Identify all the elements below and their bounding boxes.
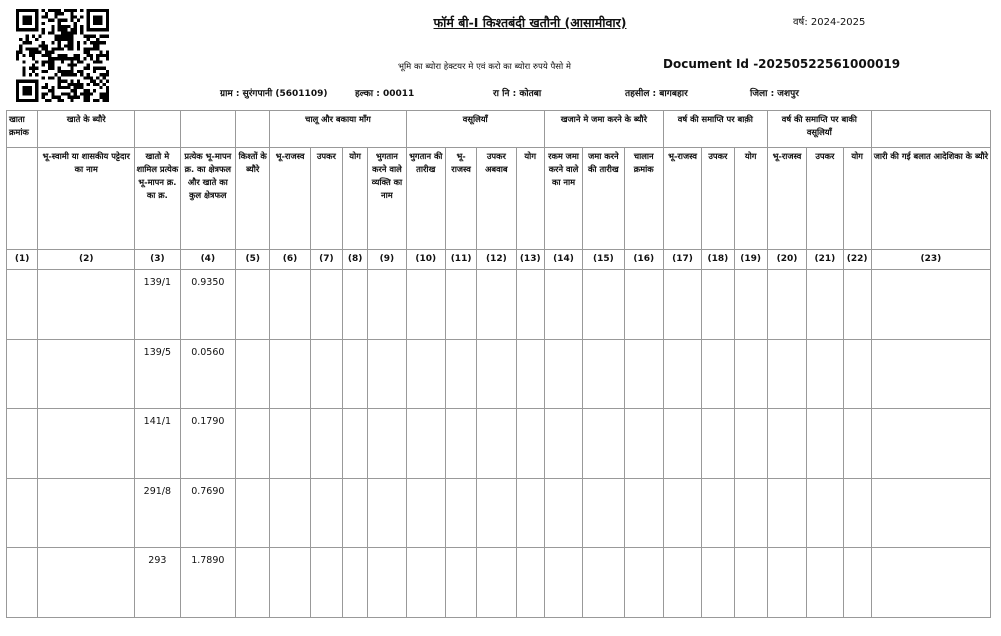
- column-header: खातो मे शामिल प्रत्येक भू-मापन क्र. का क्र.: [135, 148, 180, 250]
- empty-cell: [343, 339, 368, 409]
- empty-cell: [871, 478, 990, 548]
- empty-cell: [38, 270, 135, 340]
- empty-cell: [583, 339, 624, 409]
- column-header: उपकर अबवाब: [477, 148, 516, 250]
- empty-cell: [310, 270, 342, 340]
- khasra-number: 139/5: [135, 339, 180, 409]
- form-title: फॉर्म बी-I किश्तबंदी खतौनी (आसामीवार): [433, 15, 627, 30]
- empty-cell: [343, 478, 368, 548]
- khasra-number: 139/1: [135, 270, 180, 340]
- empty-cell: [406, 339, 445, 409]
- column-number: (3): [135, 250, 180, 270]
- area-value: 0.7690: [180, 478, 236, 548]
- column-header: भू-राजस्व: [663, 148, 701, 250]
- column-number: (12): [477, 250, 516, 270]
- header-chalu-bakaya: चालू और बकाया मॉंग: [270, 111, 406, 148]
- empty-cell: [236, 270, 270, 340]
- empty-cell: [445, 548, 476, 618]
- empty-cell: [807, 339, 843, 409]
- empty-cell: [544, 548, 582, 618]
- empty-cell: [624, 339, 663, 409]
- empty-cell: [516, 270, 544, 340]
- empty-cell: [702, 548, 734, 618]
- empty-cell: [624, 409, 663, 479]
- empty-cell: [807, 548, 843, 618]
- gram-info: ग्राम : सुरंगपानी (5601109): [220, 89, 328, 99]
- empty-cell: [406, 478, 445, 548]
- empty-cell: [871, 409, 990, 479]
- empty-cell: [702, 478, 734, 548]
- empty-cell: [843, 270, 871, 340]
- column-number: (2): [38, 250, 135, 270]
- empty-cell: [445, 270, 476, 340]
- empty-cell: [38, 339, 135, 409]
- empty-cell: [270, 339, 310, 409]
- empty-cell: [767, 548, 806, 618]
- table-row: [7, 478, 991, 548]
- column-number: (13): [516, 250, 544, 270]
- empty-cell: [406, 270, 445, 340]
- empty-cell: [624, 478, 663, 548]
- empty-cell: [445, 478, 476, 548]
- empty-cell: [477, 478, 516, 548]
- column-header: भू-राजस्व: [445, 148, 476, 250]
- column-header: रकम जमा करने वाले का नाम: [544, 148, 582, 250]
- column-header: जारी की गई बलात आदेशिका के ब्यौरे: [871, 148, 990, 250]
- empty-cell: [624, 548, 663, 618]
- empty-cell: [270, 270, 310, 340]
- year-label: वर्ष: 2024-2025: [793, 17, 866, 28]
- column-number: (22): [843, 250, 871, 270]
- empty-cell: [843, 478, 871, 548]
- header-varsh-baki: वर्ष की समाप्ति पर बाक़ी: [663, 111, 767, 148]
- column-number: (11): [445, 250, 476, 270]
- empty-cell: [343, 548, 368, 618]
- empty-cell: [516, 548, 544, 618]
- empty-cell: [734, 478, 767, 548]
- empty-cell: [7, 548, 38, 618]
- empty-cell: [477, 270, 516, 340]
- khatauni-table: [6, 110, 991, 618]
- empty-cell: [236, 478, 270, 548]
- empty-cell: [734, 339, 767, 409]
- empty-cell: [38, 409, 135, 479]
- column-number: (8): [343, 250, 368, 270]
- column-header: किश्तों के ब्यौरे: [236, 148, 270, 250]
- empty-cell: [544, 270, 582, 340]
- empty-cell: [516, 478, 544, 548]
- empty-cell: [310, 409, 342, 479]
- column-header: भू-राजस्व: [767, 148, 806, 250]
- empty-cell: [663, 409, 701, 479]
- header-blank: [236, 111, 270, 148]
- column-number: (14): [544, 250, 582, 270]
- empty-cell: [767, 339, 806, 409]
- column-number: (16): [624, 250, 663, 270]
- column-header: योग: [516, 148, 544, 250]
- header-vasuliyan: वसूलियॉं: [406, 111, 544, 148]
- area-value: 0.0560: [180, 339, 236, 409]
- column-number: (1): [7, 250, 38, 270]
- column-header: उपकर: [702, 148, 734, 250]
- column-number-row: [7, 250, 991, 270]
- khasra-number: 293: [135, 548, 180, 618]
- empty-cell: [843, 409, 871, 479]
- empty-cell: [544, 339, 582, 409]
- header-blank: [135, 111, 180, 148]
- empty-cell: [7, 409, 38, 479]
- header-khate-ke-byore: खाते के ब्यौरे: [38, 111, 135, 148]
- column-number: (17): [663, 250, 701, 270]
- empty-cell: [236, 339, 270, 409]
- column-header: चालान क्रमांक: [624, 148, 663, 250]
- units-note: भूमि का ब्योरा हेक्टयर मे एवं करो का ब्योरा रुपये पैसो मे: [398, 62, 572, 72]
- empty-cell: [477, 548, 516, 618]
- khasra-number: 141/1: [135, 409, 180, 479]
- empty-cell: [270, 478, 310, 548]
- column-header: उपकर: [807, 148, 843, 250]
- header-blank: [871, 111, 990, 148]
- tehsil-info: तहसील : बागबहार: [625, 89, 688, 99]
- empty-cell: [663, 478, 701, 548]
- empty-cell: [368, 339, 406, 409]
- empty-cell: [310, 548, 342, 618]
- empty-cell: [270, 409, 310, 479]
- column-header: जमा करने की तारीख: [583, 148, 624, 250]
- column-number: (10): [406, 250, 445, 270]
- empty-cell: [734, 409, 767, 479]
- column-number: (19): [734, 250, 767, 270]
- empty-cell: [445, 409, 476, 479]
- column-number: (7): [310, 250, 342, 270]
- empty-cell: [38, 478, 135, 548]
- empty-cell: [236, 548, 270, 618]
- header-varsh-baki-vasuli: वर्ष की समाप्ति पर बाकी वसूलियॉं: [767, 111, 871, 148]
- empty-cell: [516, 339, 544, 409]
- empty-cell: [807, 478, 843, 548]
- empty-cell: [583, 270, 624, 340]
- column-header: भुगतान करने वाले व्यक्ति का नाम: [368, 148, 406, 250]
- column-number: (20): [767, 250, 806, 270]
- empty-cell: [734, 270, 767, 340]
- empty-cell: [406, 409, 445, 479]
- empty-cell: [767, 478, 806, 548]
- empty-cell: [343, 409, 368, 479]
- column-header: योग: [343, 148, 368, 250]
- column-header: [7, 148, 38, 250]
- column-header: योग: [734, 148, 767, 250]
- empty-cell: [368, 409, 406, 479]
- table-row: [7, 409, 991, 479]
- empty-cell: [807, 409, 843, 479]
- column-number: (4): [180, 250, 236, 270]
- column-number: (5): [236, 250, 270, 270]
- empty-cell: [807, 270, 843, 340]
- empty-cell: [7, 478, 38, 548]
- table-row: [7, 270, 991, 340]
- column-header: योग: [843, 148, 871, 250]
- column-number: (9): [368, 250, 406, 270]
- qr-code: [16, 9, 109, 102]
- area-value: 0.9350: [180, 270, 236, 340]
- column-number: (23): [871, 250, 990, 270]
- empty-cell: [445, 339, 476, 409]
- zila-info: जिला : जशपुर: [750, 89, 799, 99]
- empty-cell: [477, 409, 516, 479]
- empty-cell: [368, 270, 406, 340]
- empty-cell: [544, 409, 582, 479]
- empty-cell: [843, 548, 871, 618]
- column-header-row: [7, 148, 991, 250]
- empty-cell: [663, 270, 701, 340]
- empty-cell: [734, 548, 767, 618]
- empty-cell: [702, 339, 734, 409]
- empty-cell: [702, 270, 734, 340]
- empty-cell: [871, 339, 990, 409]
- column-number: (21): [807, 250, 843, 270]
- empty-cell: [270, 548, 310, 618]
- empty-cell: [843, 339, 871, 409]
- empty-cell: [516, 409, 544, 479]
- empty-cell: [663, 548, 701, 618]
- empty-cell: [477, 339, 516, 409]
- column-header: उपकर: [310, 148, 342, 250]
- empty-cell: [310, 478, 342, 548]
- column-number: (15): [583, 250, 624, 270]
- header-khajane: खजाने मे जमा करने के ब्यौरे: [544, 111, 663, 148]
- empty-cell: [310, 339, 342, 409]
- empty-cell: [38, 548, 135, 618]
- table-row: [7, 548, 991, 618]
- empty-cell: [583, 409, 624, 479]
- column-number: (6): [270, 250, 310, 270]
- empty-cell: [767, 270, 806, 340]
- empty-cell: [544, 478, 582, 548]
- empty-cell: [368, 548, 406, 618]
- rani-info: रा नि : कोतबा: [493, 89, 542, 99]
- empty-cell: [624, 270, 663, 340]
- empty-cell: [871, 548, 990, 618]
- empty-cell: [368, 478, 406, 548]
- group-header-row: [7, 111, 991, 148]
- empty-cell: [406, 548, 445, 618]
- khasra-number: 291/8: [135, 478, 180, 548]
- column-header: भू-राजस्व: [270, 148, 310, 250]
- empty-cell: [702, 409, 734, 479]
- area-value: 0.1790: [180, 409, 236, 479]
- column-header: भू-स्वामी या शासकीय पट्टेदार का नाम: [38, 148, 135, 250]
- document-id: Document Id -20250522561000019: [663, 57, 901, 71]
- area-value: 1.7890: [180, 548, 236, 618]
- empty-cell: [236, 409, 270, 479]
- column-number: (18): [702, 250, 734, 270]
- halka-info: हल्का : 00011: [355, 89, 415, 99]
- header-blank: [180, 111, 236, 148]
- empty-cell: [583, 478, 624, 548]
- column-header: प्रत्येक भू-मापन क्र. का क्षेत्रफल और खाते का कुल क्षेत्रफल: [180, 148, 236, 250]
- empty-cell: [767, 409, 806, 479]
- empty-cell: [663, 339, 701, 409]
- header-khata-kramank: खाता क्रमांक: [7, 111, 38, 148]
- column-header: भुगतान की तारीख: [406, 148, 445, 250]
- empty-cell: [583, 548, 624, 618]
- table-row: [7, 339, 991, 409]
- empty-cell: [343, 270, 368, 340]
- empty-cell: [871, 270, 990, 340]
- empty-cell: [7, 270, 38, 340]
- empty-cell: [7, 339, 38, 409]
